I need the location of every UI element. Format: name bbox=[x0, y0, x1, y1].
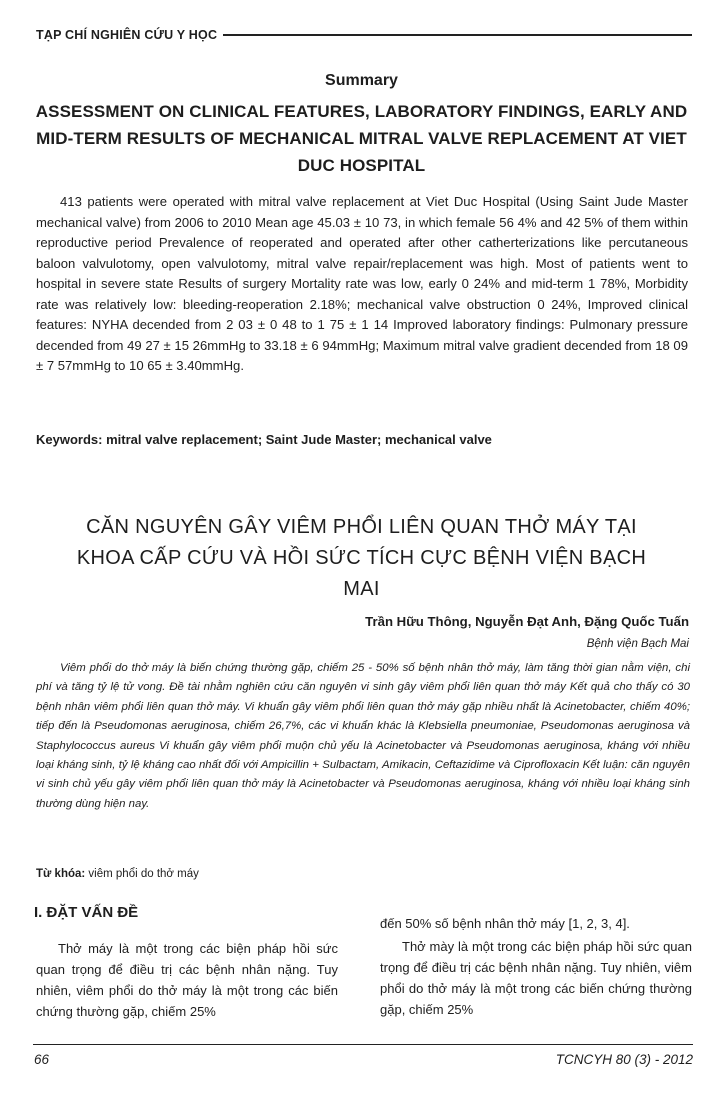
journal-issue: TCNCYH 80 (3) - 2012 bbox=[555, 1052, 693, 1067]
keywords-label: Từ khóa: bbox=[36, 868, 86, 880]
page-number: 66 bbox=[34, 1052, 50, 1067]
summary-title: ASSESSMENT ON CLINICAL FEATURES, LABORATORY FINDINGS, EARLY AND MID-TERM RESULTS OF MECHANICAL MITRAL VALVE REPLACEMENT AT VIET DUC HOSPITAL bbox=[35, 102, 688, 175]
journal-name: TẠP CHÍ NGHIÊN CỨU Y HỌC bbox=[36, 28, 218, 42]
running-header bbox=[36, 28, 692, 42]
article-authors: Trần Hữu Thông, Nguyễn Đạt Anh, Đặng Quốc Tuấn bbox=[365, 614, 689, 629]
article-keywords bbox=[36, 868, 199, 880]
article-affiliation: Bệnh viện Bạch Mai bbox=[586, 638, 689, 650]
section-heading: I. ĐẶT VẤN ĐỀ bbox=[34, 904, 139, 921]
right-column-paragraph: Thở mày là một trong các biện pháp hồi sức quan trọng để điều trị các bệnh nhân nặng. Tuy nhiên, viêm phổi do thở máy là một trong các biến chứng thường gặp, chiếm 25% bbox=[380, 939, 692, 1017]
summary-keywords: Keywords: mitral valve replacement; Saint Jude Master; mechanical valve bbox=[36, 432, 492, 447]
summary-abstract: 413 patients were operated with mitral valve replacement at Viet Duc Hospital (Using Saint Jude Master mechanical valve) from 2006 to 2010 Mean age 45.03 ± 10 73, in which female 56 4% and 42 5% of them within reproductive period Prevalence of reoperated and operated after other catherterizations like percutaneous baloon valvulotomy, open valvulotomy, mitral valve repair/replacement was high. Most of patients went to hospital in severe state Results of surgery Mortality rate was low, early 0 24% and mid-term 1 78%, Morbidity rate was relatively low: bleeding-reoperation 2.18%; mechanical valve obstruction 0 24%, Improved clinical features: NYHA decended from 2 03 ± 0 48 to 1 75 ± 1 14 Improved laboratory findings: Pulmonary pressure decended from 49 27 ± 15 26mmHg to 33.18 ± 6 94mmHg; Maximum mitral valve gradient decended from 18 09 ± 7 57mmHg to 10 65 ± 3.40mmHg. bbox=[36, 194, 688, 373]
keywords-value: viêm phổi do thở máy bbox=[88, 868, 199, 880]
article-title: CĂN NGUYÊN GÂY VIÊM PHỔI LIÊN QUAN THỞ MÁY TẠI KHOA CẤP CỨU VÀ HỒI SỨC TÍCH CỰC BỆNH VIỆN BẠCH MAI bbox=[76, 516, 647, 600]
article-abstract: Viêm phổi do thở máy là biến chứng thường gặp, chiếm 25 - 50% số bệnh nhân thở máy, làm tăng thời gian nằm viện, chi phí và tăng tỷ lệ tử vong. Đề tài nhằm nghiên cứu căn nguyên vi sinh gây viêm phổi liên quan thở máy Kết quả cho thấy có 30 bệnh nhân viêm phổi liên quan thở máy. Vi khuẩn gây viêm phổi liên quan thở máy gặp nhiều nhất là Acinetobacter, chiếm 40%; tiếp đến là Pseudomonas aeruginosa, chiếm 26,7%, các vi khuẩn khác là Klebsiella pneumoniae, Pseudomonas aeruginosa và Staphylococcus aureus Vi khuẩn gây viêm phổi muộn chủ yếu là Acinetobacter và Pseudomonas aeruginosa, kháng với nhiều loại kháng sinh, tỷ lệ kháng cao nhất đối với Ampicillin + Sulbactam, Amikacin, Ceftazidime và Ciprofloxacin Kết luận: căn nguyên vi sinh chủ yếu gây viêm phổi liên quan thở máy là Acinetobacter và Pseudomonas aeruginosa, kháng với nhiều loại kháng sinh thường dùng hiện nay. bbox=[36, 662, 690, 810]
right-column-continuation: đến 50% số bệnh nhân thở máy [1, 2, 3, 4]. bbox=[380, 916, 630, 931]
summary-label: Summary bbox=[325, 72, 398, 89]
footer-rule bbox=[33, 1044, 693, 1045]
left-column-paragraph: Thở máy là một trong các biện pháp hồi sức quan trọng để điều trị các bệnh nhân nặng. Tuy nhiên, viêm phổi do thở máy là một trong các biến chứng thường gặp, chiếm 25% bbox=[36, 941, 338, 1019]
header-rule bbox=[223, 34, 692, 36]
